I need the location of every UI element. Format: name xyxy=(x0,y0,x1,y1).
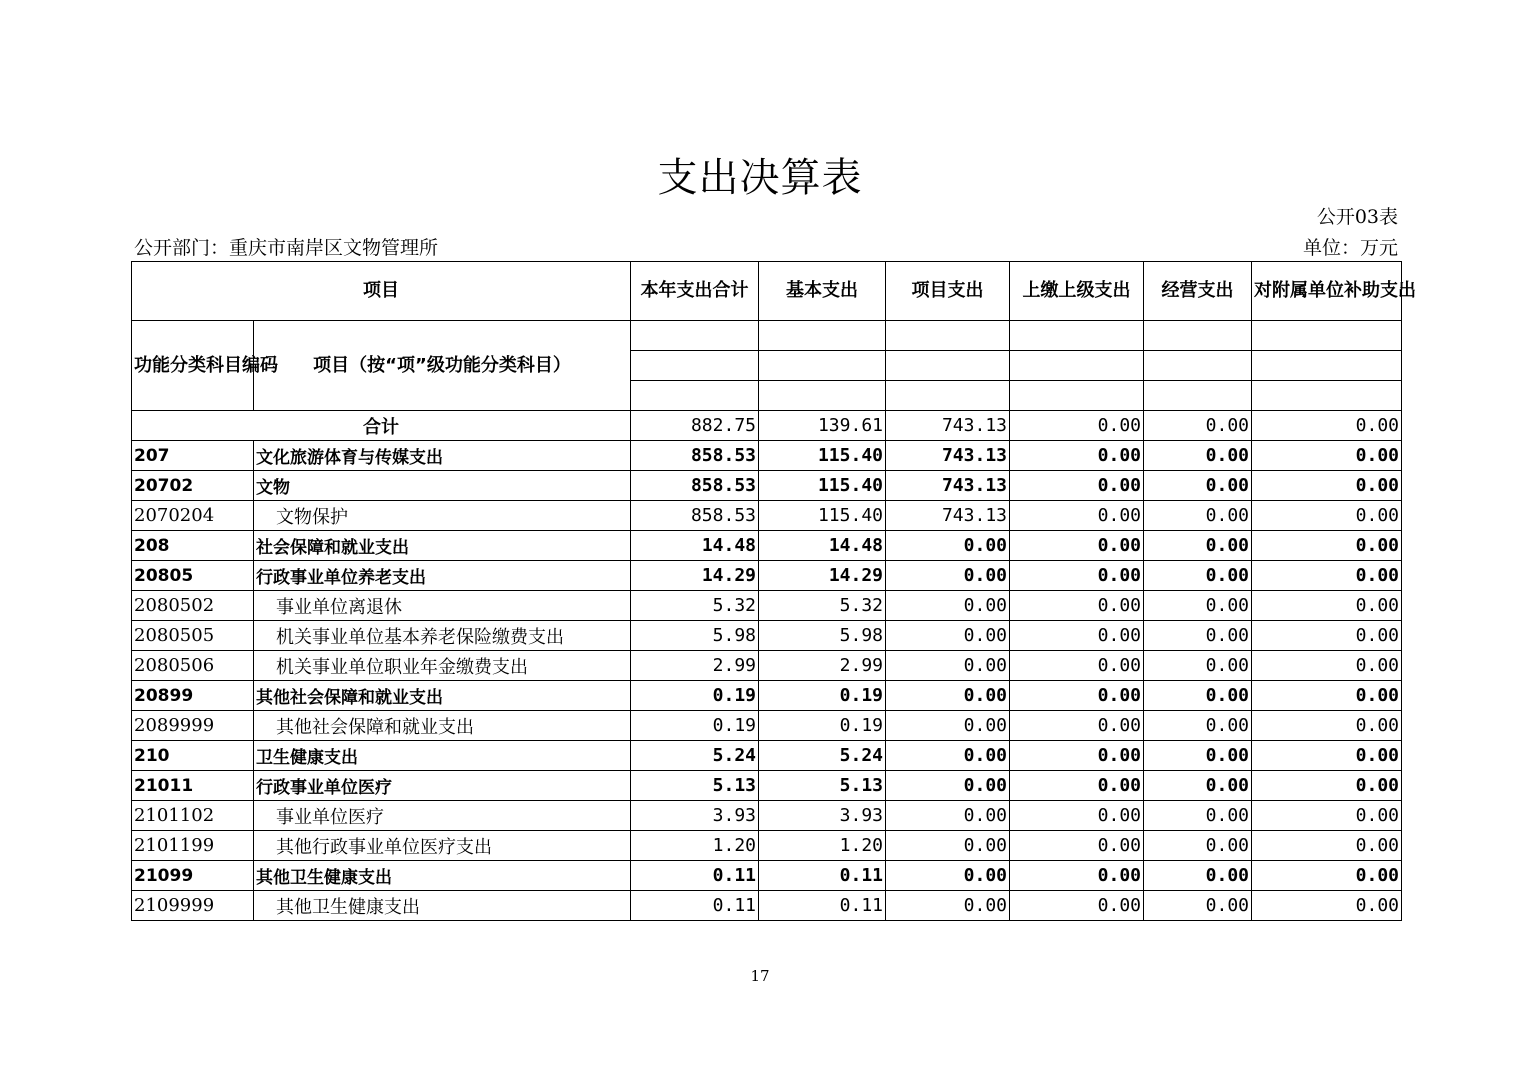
row-value: 0.00 xyxy=(886,861,1010,891)
row-value: 0.00 xyxy=(1010,711,1144,741)
row-value: 0.00 xyxy=(1010,531,1144,561)
row-value: 0.00 xyxy=(1144,831,1252,861)
row-name: 其他卫生健康支出 xyxy=(254,891,631,921)
header-code: 功能分类科目编码 xyxy=(132,321,254,411)
row-value: 3.93 xyxy=(759,801,886,831)
row-name: 其他卫生健康支出 xyxy=(254,861,631,891)
table-row xyxy=(132,891,1402,921)
total-row xyxy=(132,411,1402,441)
row-value: 5.32 xyxy=(759,591,886,621)
row-code: 2080505 xyxy=(132,621,254,651)
total-value: 743.13 xyxy=(886,411,1010,441)
row-code: 20805 xyxy=(132,561,254,591)
row-value: 1.20 xyxy=(631,831,759,861)
table-row xyxy=(132,861,1402,891)
table-row xyxy=(132,561,1402,591)
table-row xyxy=(132,471,1402,501)
row-value: 0.00 xyxy=(1010,591,1144,621)
row-value: 0.00 xyxy=(1010,471,1144,501)
row-value: 0.00 xyxy=(1010,861,1144,891)
row-value: 0.00 xyxy=(886,801,1010,831)
row-value: 14.29 xyxy=(631,561,759,591)
header-business: 经营支出 xyxy=(1144,262,1252,321)
table-row xyxy=(132,501,1402,531)
row-value: 0.00 xyxy=(1010,651,1144,681)
expenditure-table xyxy=(131,261,1416,921)
row-value: 0.19 xyxy=(759,711,886,741)
table-row xyxy=(132,441,1402,471)
table-row xyxy=(132,651,1402,681)
row-name: 机关事业单位基本养老保险缴费支出 xyxy=(254,621,631,651)
row-value: 0.00 xyxy=(886,561,1010,591)
header-total: 本年支出合计 xyxy=(631,262,759,321)
row-value: 3.93 xyxy=(631,801,759,831)
row-value: 0.00 xyxy=(1252,561,1402,591)
row-value: 0.00 xyxy=(1252,771,1402,801)
row-code: 2089999 xyxy=(132,711,254,741)
row-value: 5.13 xyxy=(631,771,759,801)
header-project: 项目支出 xyxy=(886,262,1010,321)
row-name: 行政事业单位医疗 xyxy=(254,771,631,801)
total-value: 0.00 xyxy=(1010,411,1144,441)
row-name: 事业单位离退休 xyxy=(254,591,631,621)
total-value: 0.00 xyxy=(1252,411,1402,441)
page-number: 17 xyxy=(750,967,770,985)
row-value: 0.00 xyxy=(1144,861,1252,891)
table-row xyxy=(132,741,1402,771)
row-value: 5.32 xyxy=(631,591,759,621)
row-value: 0.00 xyxy=(1252,621,1402,651)
row-value: 0.00 xyxy=(1010,561,1144,591)
row-value: 0.11 xyxy=(631,891,759,921)
row-code: 2101102 xyxy=(132,801,254,831)
row-value: 0.19 xyxy=(631,711,759,741)
unit-label: 单位：万元 xyxy=(1302,237,1398,259)
row-value: 0.00 xyxy=(1144,471,1252,501)
row-code: 2080506 xyxy=(132,651,254,681)
row-value: 0.11 xyxy=(759,861,886,891)
row-value: 5.98 xyxy=(631,621,759,651)
row-value: 0.00 xyxy=(886,741,1010,771)
row-value: 14.48 xyxy=(759,531,886,561)
row-value: 0.00 xyxy=(1144,501,1252,531)
row-value: 858.53 xyxy=(631,501,759,531)
total-value: 0.00 xyxy=(1144,411,1252,441)
row-value: 0.00 xyxy=(1010,891,1144,921)
row-value: 1.20 xyxy=(759,831,886,861)
row-value: 0.00 xyxy=(1010,771,1144,801)
row-name: 社会保障和就业支出 xyxy=(254,531,631,561)
row-value: 115.40 xyxy=(759,471,886,501)
row-value: 0.00 xyxy=(886,831,1010,861)
row-value: 0.11 xyxy=(759,891,886,921)
table-row xyxy=(132,771,1402,801)
row-name: 事业单位医疗 xyxy=(254,801,631,831)
table-row xyxy=(132,531,1402,561)
table-number: 公开03表 xyxy=(1316,206,1398,228)
row-value: 0.00 xyxy=(886,711,1010,741)
row-code: 20702 xyxy=(132,471,254,501)
header-upper: 上缴上级支出 xyxy=(1010,262,1144,321)
table-row xyxy=(132,801,1402,831)
header-row xyxy=(132,262,1402,321)
row-name: 机关事业单位职业年金缴费支出 xyxy=(254,651,631,681)
total-label: 合计 xyxy=(132,411,631,441)
row-value: 0.00 xyxy=(1144,771,1252,801)
row-value: 0.00 xyxy=(1144,741,1252,771)
page-title: 支出决算表 xyxy=(657,155,863,201)
row-value: 0.00 xyxy=(886,771,1010,801)
row-code: 2109999 xyxy=(132,891,254,921)
row-value: 0.19 xyxy=(759,681,886,711)
row-code: 21011 xyxy=(132,771,254,801)
row-value: 0.00 xyxy=(1010,441,1144,471)
table-row xyxy=(132,621,1402,651)
row-value: 0.00 xyxy=(886,651,1010,681)
row-value: 0.00 xyxy=(1144,681,1252,711)
table-row xyxy=(132,711,1402,741)
department-label: 公开部门：重庆市南岸区文物管理所 xyxy=(134,237,439,259)
row-value: 115.40 xyxy=(759,501,886,531)
row-value: 0.00 xyxy=(1144,561,1252,591)
table-row xyxy=(132,681,1402,711)
table-row xyxy=(132,591,1402,621)
row-value: 0.00 xyxy=(1010,501,1144,531)
row-value: 743.13 xyxy=(886,501,1010,531)
row-value: 858.53 xyxy=(631,471,759,501)
total-value: 139.61 xyxy=(759,411,886,441)
row-value: 5.13 xyxy=(759,771,886,801)
row-value: 0.00 xyxy=(1252,861,1402,891)
row-value: 0.00 xyxy=(1144,711,1252,741)
row-value: 858.53 xyxy=(631,441,759,471)
row-value: 0.00 xyxy=(1144,591,1252,621)
row-value: 743.13 xyxy=(886,441,1010,471)
row-value: 14.29 xyxy=(759,561,886,591)
row-code: 2070204 xyxy=(132,501,254,531)
row-value: 0.11 xyxy=(631,861,759,891)
row-value: 0.00 xyxy=(1252,531,1402,561)
row-value: 0.00 xyxy=(1010,681,1144,711)
row-value: 5.98 xyxy=(759,621,886,651)
row-value: 0.00 xyxy=(886,621,1010,651)
row-value: 0.00 xyxy=(1144,621,1252,651)
row-value: 0.00 xyxy=(1144,441,1252,471)
row-value: 5.24 xyxy=(631,741,759,771)
row-value: 0.00 xyxy=(1144,651,1252,681)
row-value: 0.00 xyxy=(1144,891,1252,921)
row-value: 0.00 xyxy=(1252,591,1402,621)
header-item: 项目 xyxy=(132,262,631,321)
row-value: 115.40 xyxy=(759,441,886,471)
row-value: 0.00 xyxy=(1010,801,1144,831)
row-value: 14.48 xyxy=(631,531,759,561)
row-name: 文化旅游体育与传媒支出 xyxy=(254,441,631,471)
row-code: 210 xyxy=(132,741,254,771)
row-name: 其他社会保障和就业支出 xyxy=(254,711,631,741)
row-name: 卫生健康支出 xyxy=(254,741,631,771)
row-value: 0.00 xyxy=(1252,831,1402,861)
row-code: 2101199 xyxy=(132,831,254,861)
row-value: 0.00 xyxy=(1144,531,1252,561)
row-value: 0.00 xyxy=(886,591,1010,621)
row-value: 0.00 xyxy=(886,891,1010,921)
row-code: 207 xyxy=(132,441,254,471)
row-code: 208 xyxy=(132,531,254,561)
row-value: 0.00 xyxy=(1252,651,1402,681)
row-value: 0.00 xyxy=(1252,501,1402,531)
header-name: 项目（按“项”级功能分类科目） xyxy=(254,321,631,411)
row-value: 743.13 xyxy=(886,471,1010,501)
row-code: 2080502 xyxy=(132,591,254,621)
row-name: 文物保护 xyxy=(254,501,631,531)
row-value: 0.00 xyxy=(886,681,1010,711)
row-value: 0.00 xyxy=(1252,741,1402,771)
row-name: 行政事业单位养老支出 xyxy=(254,561,631,591)
row-value: 0.00 xyxy=(1144,801,1252,831)
row-code: 20899 xyxy=(132,681,254,711)
row-value: 0.00 xyxy=(1010,741,1144,771)
row-value: 0.00 xyxy=(1010,621,1144,651)
row-value: 0.19 xyxy=(631,681,759,711)
row-code: 21099 xyxy=(132,861,254,891)
total-value: 882.75 xyxy=(631,411,759,441)
row-value: 0.00 xyxy=(1252,801,1402,831)
row-value: 0.00 xyxy=(1010,831,1144,861)
row-value: 0.00 xyxy=(886,531,1010,561)
row-value: 0.00 xyxy=(1252,711,1402,741)
row-value: 0.00 xyxy=(1252,681,1402,711)
row-value: 2.99 xyxy=(759,651,886,681)
header-basic: 基本支出 xyxy=(759,262,886,321)
header-subsidy: 对附属单位补助支出 xyxy=(1252,262,1402,321)
row-value: 0.00 xyxy=(1252,891,1402,921)
row-value: 2.99 xyxy=(631,651,759,681)
row-name: 其他社会保障和就业支出 xyxy=(254,681,631,711)
table-row xyxy=(132,831,1402,861)
subheader-row-1 xyxy=(132,321,1402,351)
row-value: 5.24 xyxy=(759,741,886,771)
row-name: 其他行政事业单位医疗支出 xyxy=(254,831,631,861)
row-value: 0.00 xyxy=(1252,471,1402,501)
row-name: 文物 xyxy=(254,471,631,501)
row-value: 0.00 xyxy=(1252,441,1402,471)
